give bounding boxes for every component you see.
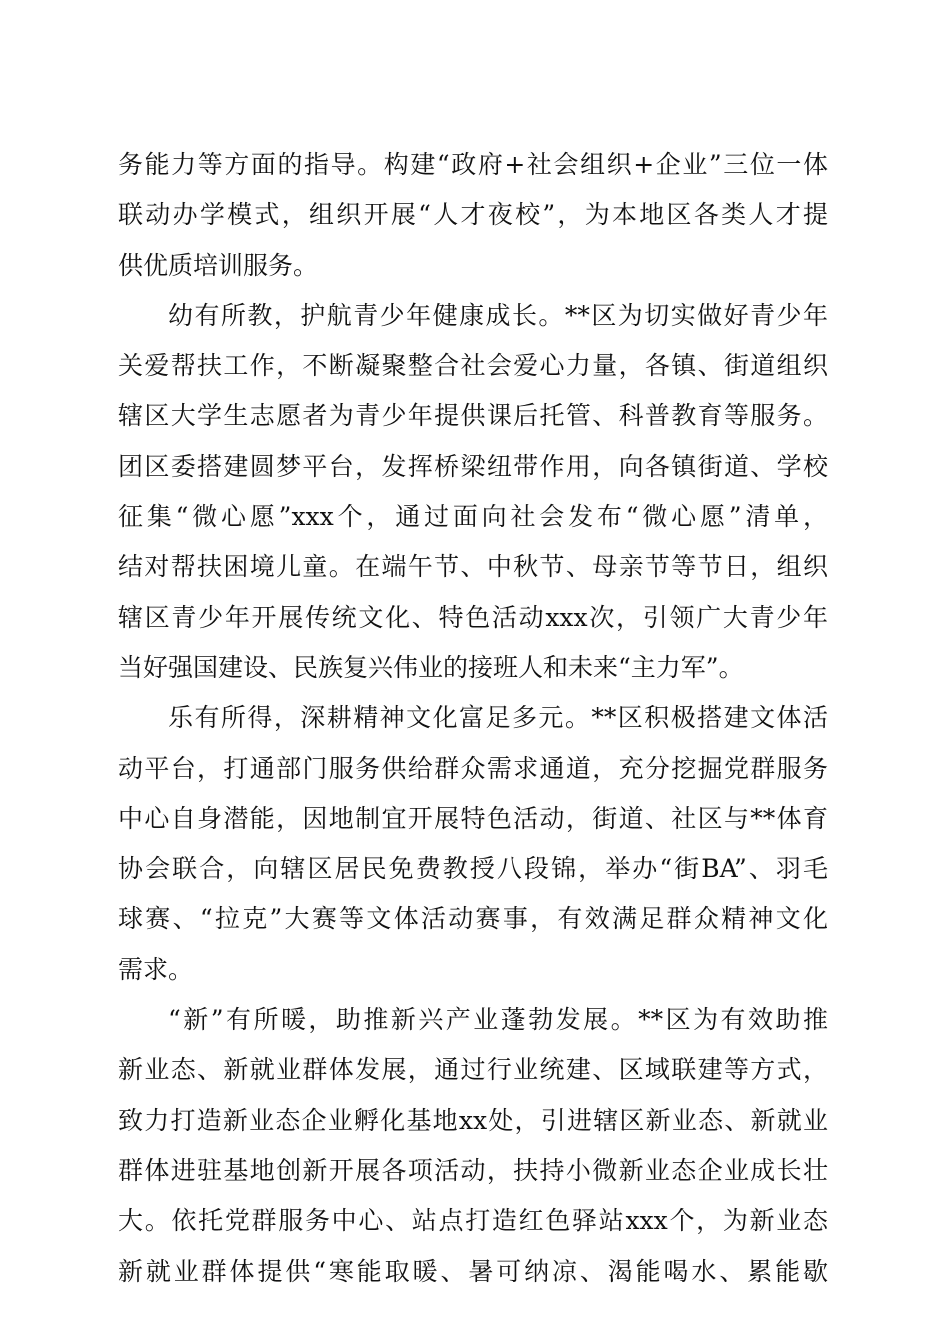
text-line: 务能力等方面的指导。构建“政府+社会组织+企业”三位一体 xyxy=(118,150,828,179)
text-line: 动平台，打通部门服务供给群众需求通道，充分挖掘党群服务 xyxy=(118,753,828,783)
text-line: 致力打造新业态企业孵化基地xx处，引进辖区新业态、新就业 xyxy=(118,1105,828,1135)
text-line: 群体进驻基地创新开展各项活动，扶持小微新业态企业成长壮 xyxy=(118,1155,828,1185)
text-line: 联动办学模式，组织开展“人才夜校”，为本地区各类人才提 xyxy=(118,200,828,230)
text-line: 大。依托党群服务中心、站点打造红色驿站xxx个，为新业态 xyxy=(118,1206,828,1236)
text-line: 关爱帮扶工作，不断凝聚整合社会爱心力量，各镇、街道组织 xyxy=(118,351,828,381)
text-line: 团区委搭建圆梦平台，发挥桥梁纽带作用，向各镇街道、学校 xyxy=(118,451,828,481)
paragraph-heading-line: “新”有所暖，助推新兴产业蓬勃发展。**区为有效助推 xyxy=(168,1005,828,1035)
text-line: 辖区大学生志愿者为青少年提供课后托管、科普教育等服务。 xyxy=(118,401,828,431)
text-line: 新就业群体提供“寒能取暖、暑可纳凉、渴能喝水、累能歇 xyxy=(118,1256,828,1286)
text-line: 新业态、新就业群体发展，通过行业统建、区域联建等方式， xyxy=(118,1055,828,1085)
text-line: 球赛、“拉克”大赛等文体活动赛事，有效满足群众精神文化 xyxy=(118,904,828,934)
text-line: 供优质培训服务。 xyxy=(118,250,319,280)
text-line: 协会联合，向辖区居民免费教授八段锦，举办“街BA”、羽毛 xyxy=(118,854,828,884)
text-line: 当好强国建设、民族复兴伟业的接班人和未来“主力军”。 xyxy=(118,652,744,682)
text-line: 辖区青少年开展传统文化、特色活动xxx次，引领广大青少年 xyxy=(118,602,828,632)
text-line: 中心自身潜能，因地制宜开展特色活动，街道、社区与**体育 xyxy=(118,803,828,833)
text-line: 结对帮扶困境儿童。在端午节、中秋节、母亲节等节日，组织 xyxy=(118,552,828,582)
paragraph-heading-line: 幼有所教，护航青少年健康成长。**区为切实做好青少年 xyxy=(168,300,828,330)
paragraph-heading-line: 乐有所得，深耕精神文化富足多元。**区积极搭建文体活 xyxy=(168,703,828,733)
body-text xyxy=(118,140,828,1297)
text-line: 征集“微心愿”xxx个，通过面向社会发布“微心愿”清单， xyxy=(118,502,828,532)
text-line: 需求。 xyxy=(118,954,194,984)
